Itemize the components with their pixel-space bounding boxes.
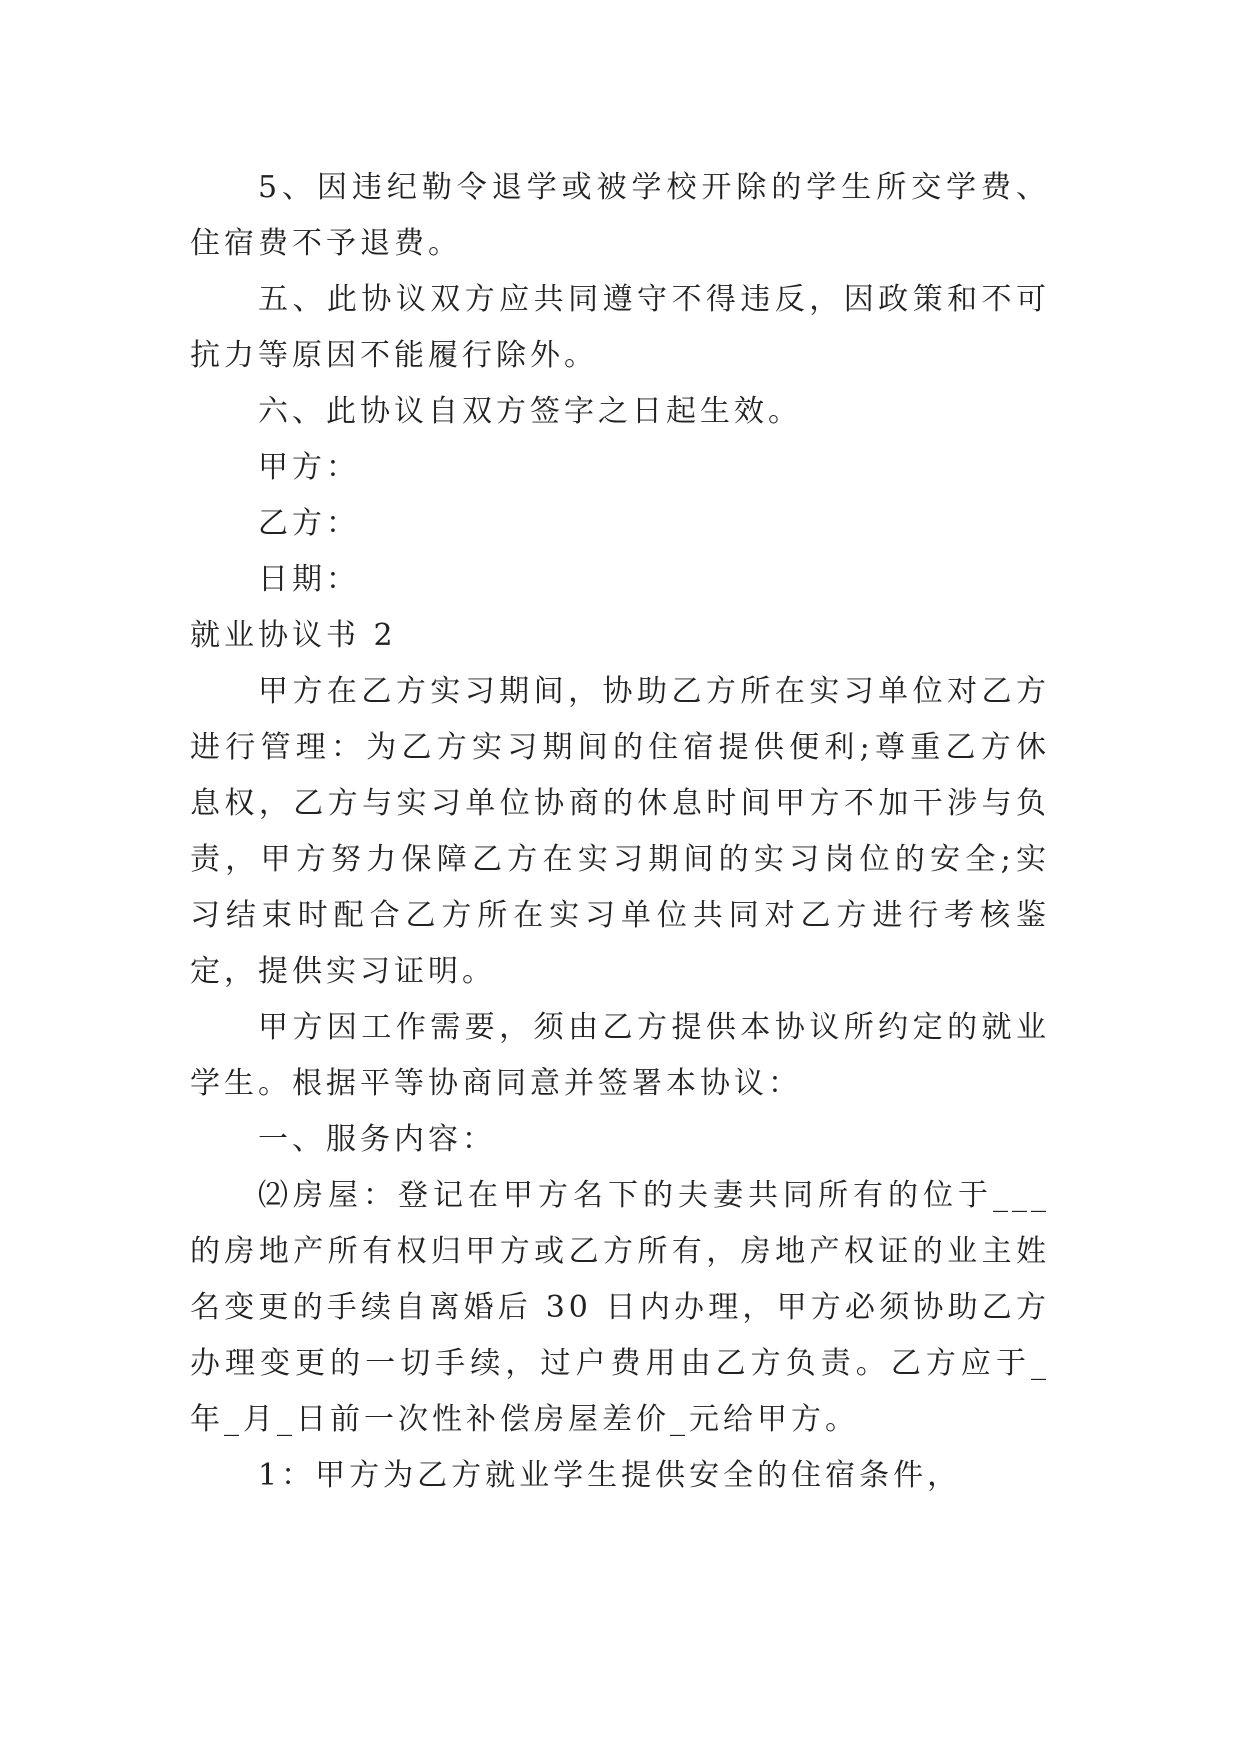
paragraph-clause-five: 五、此协议双方应共同遵守不得违反，因政策和不可抗力等原因不能履行除外。	[190, 282, 1050, 373]
signature-party-a: 甲方：	[258, 450, 360, 485]
paragraph-clause-six: 六、此协议自双方签字之日起生效。	[258, 394, 802, 429]
section-title: 就业协议书 2	[190, 618, 397, 653]
signature-party-b: 乙方：	[258, 506, 360, 541]
signature-date: 日期：	[258, 562, 360, 597]
paragraph-agreement-basis: 甲方因工作需要，须由乙方提供本协议所约定的就业学生。根据平等协商同意并签署本协议：	[190, 1010, 1050, 1101]
document-body	[190, 160, 1050, 1504]
paragraph-house-clause: ⑵房屋：登记在甲方名下的夫妻共同所有的位于___的房地产所有权归甲方或乙方所有，房地产权证的业主姓名变更的手续自离婚后 30 日内办理，甲方必须协助乙方办理变更的一切手续，过户费用由乙方负责。乙方应于_年_月_日前一次性补偿房屋差价_元给甲方。	[190, 1178, 1050, 1437]
paragraph-service-content: 一、服务内容：	[258, 1122, 496, 1157]
paragraph-accommodation-clause: 1：甲方为乙方就业学生提供安全的住宿条件，	[258, 1458, 962, 1493]
paragraph-internship-management: 甲方在乙方实习期间，协助乙方所在实习单位对乙方进行管理：为乙方实习期间的住宿提供便利;尊重乙方休息权，乙方与实习单位协商的休息时间甲方不加干涉与负责，甲方努力保障乙方在实习期间的实习岗位的安全;实习结束时配合乙方所在实习单位共同对乙方进行考核鉴定，提供实习证明。	[190, 674, 1050, 989]
paragraph-refund-clause: 5、因违纪勒令退学或被学校开除的学生所交学费、住宿费不予退费。	[190, 170, 1050, 261]
